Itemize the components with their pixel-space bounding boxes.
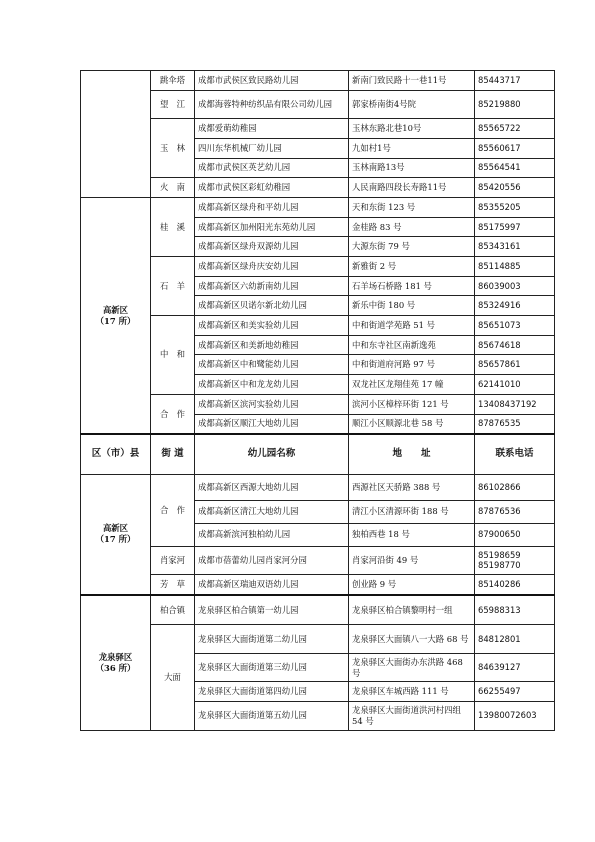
header-phone: 联系电话 [475,434,555,474]
kindergarten-name: 成都市武侯区致民路幼儿园 [195,71,349,91]
phone-cell: 84639127 [475,653,555,682]
phone-cell: 85114885 [475,257,555,277]
kindergarten-name: 龙泉驿区大面街道第五幼儿园 [195,702,349,731]
phone-cell: 85674618 [475,335,555,355]
district-name: 高新区 [102,304,129,315]
header-street: 街 道 [151,434,195,474]
street-cell: 肖家河 [151,546,195,575]
table-row [81,119,555,139]
table-row [81,595,555,625]
phone-cell: 85565722 [475,119,555,139]
phone-cell: 86039003 [475,276,555,296]
street-cell: 桂 溪 [151,197,195,256]
table-row [81,71,555,91]
phone-cell: 85564541 [475,158,555,178]
kindergarten-name: 成都高新区六幼新南幼儿园 [195,276,349,296]
street-cell: 合 作 [151,394,195,434]
kindergarten-name: 成都爱萌幼稚园 [195,119,349,139]
address-cell: 双龙社区龙翔佳苑 17 幢 [349,375,475,395]
kindergarten-name: 成都高新区滨河实验幼儿园 [195,394,349,414]
kindergarten-name: 成都高新区和美新地幼稚园 [195,335,349,355]
phone-cell: 13408437192 [475,394,555,414]
kindergarten-name: 成都高新区西源大地幼儿园 [195,474,349,500]
address-cell: 肖家河沿街 49 号 [349,546,475,575]
kindergarten-name: 成都市武侯区英艺幼儿园 [195,158,349,178]
kindergarten-name: 四川东华机械厂幼儿园 [195,138,349,158]
phone-cell [475,546,555,575]
phone-cell: 86102866 [475,474,555,500]
phone-line-2: 85198770 [478,560,521,571]
phone-cell: 87900650 [475,523,555,546]
address-cell: 玉林东路北巷10号 [349,119,475,139]
district-count: （17 所） [95,534,136,545]
address-cell: 玉林南路13号 [349,158,475,178]
address-cell: 滨河小区樟梓环街 121 号 [349,394,475,414]
address-cell: 郭家桥南街4号院 [349,90,475,119]
kindergarten-name: 成都高新区和美实验幼儿园 [195,316,349,336]
street-cell: 柏合镇 [151,595,195,625]
phone-cell: 62141010 [475,375,555,395]
district-name: 高新区 [102,523,129,534]
header-district: 区（市）县 [81,434,151,474]
table-row [81,474,555,500]
address-cell: 龙泉驿区大面镇八一大路 68 号 [349,625,475,654]
phone-cell: 85175997 [475,217,555,237]
address-cell: 独柏西巷 18 号 [349,523,475,546]
address-cell: 龙泉驿区车城西路 111 号 [349,682,475,702]
phone-cell: 87876536 [475,500,555,523]
phone-cell: 85140286 [475,575,555,595]
phone-cell: 85219880 [475,90,555,119]
address-cell: 龙泉驿区大面街办东洪路 468 号 [349,653,475,682]
street-cell: 大面 [151,625,195,730]
address-cell: 新南门致民路十一巷11号 [349,71,475,91]
table-row [81,546,555,575]
header-row [81,434,555,474]
phone-cell: 85343161 [475,237,555,257]
kindergarten-name: 成都高新区中和龙龙幼儿园 [195,375,349,395]
table-row [81,178,555,198]
address-cell: 中和街道学苑路 51 号 [349,316,475,336]
kindergarten-name: 成都高新区绿舟和平幼儿园 [195,197,349,217]
address-cell: 九如村1号 [349,138,475,158]
street-cell: 合 作 [151,474,195,546]
table-row [81,316,555,336]
address-cell: 大源东街 79 号 [349,237,475,257]
street-cell: 芳 草 [151,575,195,595]
header-name: 幼儿园名称 [195,434,349,474]
street-cell: 火 南 [151,178,195,198]
kindergarten-table [80,70,555,731]
district-name: 龙泉驿区 [98,651,133,662]
phone-cell: 85324916 [475,296,555,316]
address-cell: 龙泉驿区柏合镇黎明村一组 [349,595,475,625]
kindergarten-name: 成都高新区顺江大地幼儿园 [195,414,349,434]
kindergarten-name: 成都高新区贝诺尔新北幼儿园 [195,296,349,316]
district-cell-empty [81,71,151,198]
street-cell: 望 江 [151,90,195,119]
street-cell: 石 羊 [151,257,195,316]
kindergarten-name: 成都高新区加州阳光东苑幼儿园 [195,217,349,237]
street-cell: 跳伞塔 [151,71,195,91]
kindergarten-name: 龙泉驿区柏合镇第一幼儿园 [195,595,349,625]
phone-cell: 85657861 [475,355,555,375]
table-row [81,197,555,217]
phone-cell: 85420556 [475,178,555,198]
phone-cell: 65988313 [475,595,555,625]
street-cell: 玉 林 [151,119,195,178]
phone-cell: 84812801 [475,625,555,654]
kindergarten-name: 成都高新区清江大地幼儿园 [195,500,349,523]
header-address: 地 址 [349,434,475,474]
address-cell: 天和东街 123 号 [349,197,475,217]
table-row [81,90,555,119]
address-cell: 石羊场石桥路 181 号 [349,276,475,296]
address-cell: 新雅街 2 号 [349,257,475,277]
district-count: （17 所） [95,315,136,326]
phone-cell: 85443717 [475,71,555,91]
kindergarten-name: 成都海蓉特种纺织品有限公司幼儿园 [195,90,349,119]
kindergarten-name: 成都市武侯区彩虹幼稚园 [195,178,349,198]
kindergarten-name: 龙泉驿区大面街道第二幼儿园 [195,625,349,654]
district-cell [81,197,151,434]
table-row [81,257,555,277]
address-cell: 人民南路四段长寿路11号 [349,178,475,198]
phone-cell: 85651073 [475,316,555,336]
table-row [81,575,555,595]
kindergarten-name: 成都高新区中和鹭能幼儿园 [195,355,349,375]
district-cell [81,595,151,730]
address-cell: 新乐中街 180 号 [349,296,475,316]
address-cell: 清江小区清源环街 188 号 [349,500,475,523]
kindergarten-name: 成都高新区绿舟庆安幼儿园 [195,257,349,277]
street-cell: 中 和 [151,316,195,395]
address-cell: 金桂路 83 号 [349,217,475,237]
kindergarten-name: 成都高新滨河独柏幼儿园 [195,523,349,546]
district-cell [81,474,151,595]
kindergarten-name: 龙泉驿区大面街道第四幼儿园 [195,682,349,702]
address-cell: 西源社区天骄路 388 号 [349,474,475,500]
phone-cell: 13980072603 [475,702,555,731]
address-cell: 龙泉驿区大面街道洪河村四组 54 号 [349,702,475,731]
phone-cell: 85355205 [475,197,555,217]
address-cell: 顺江小区顺源北巷 58 号 [349,414,475,434]
kindergarten-name: 成都高新区绿舟双源幼儿园 [195,237,349,257]
phone-cell: 66255497 [475,682,555,702]
address-cell: 中和街道府河路 97 号 [349,355,475,375]
kindergarten-name: 龙泉驿区大面街道第三幼儿园 [195,653,349,682]
address-cell: 创业路 9 号 [349,575,475,595]
phone-line-1: 85198659 [478,549,521,560]
phone-cell: 85560617 [475,138,555,158]
phone-cell: 87876535 [475,414,555,434]
kindergarten-name: 成都高新区瑞迪双语幼儿园 [195,575,349,595]
table-row [81,625,555,654]
kindergarten-name: 成都市蓓蕾幼儿园肖家河分园 [195,546,349,575]
address-cell: 中和东寺社区南新逸苑 [349,335,475,355]
table-row [81,394,555,414]
district-count: （36 所） [95,662,136,673]
